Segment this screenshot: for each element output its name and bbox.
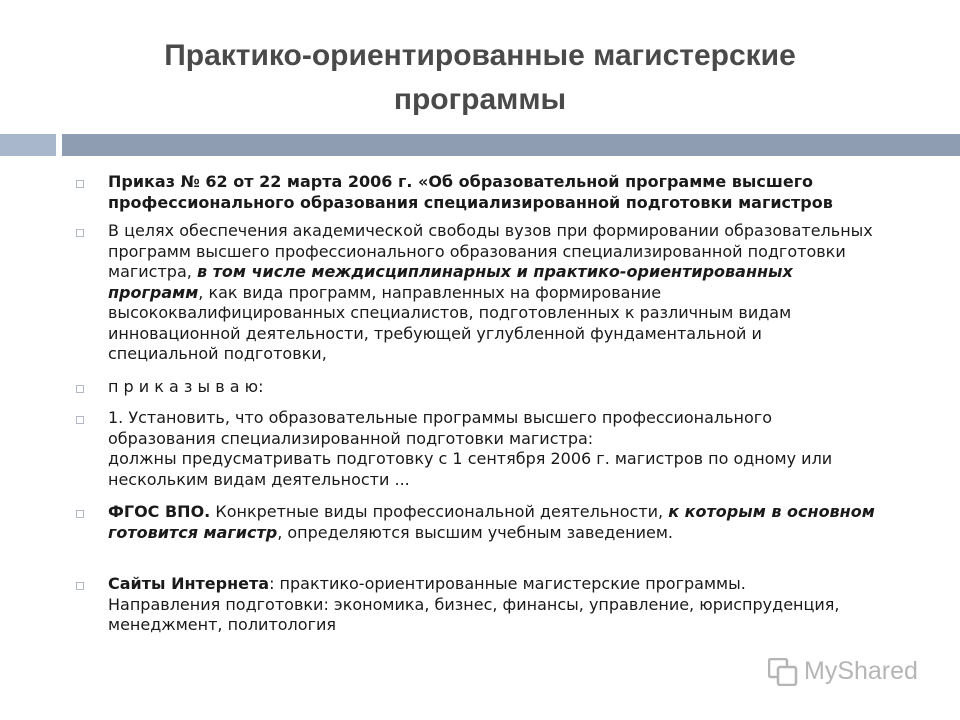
bullet-square-icon [76, 416, 84, 424]
bullet-text: Направления подготовки: экономика, бизнес, финансы, управление, юриспруденция, менеджмент, политология [108, 594, 840, 634]
watermark-text: MyShared [804, 657, 918, 685]
bullet-text: п р и к а з ы в а ю: [108, 376, 264, 396]
slide-title [60, 34, 900, 122]
bullet-text: , определяются высшим учебным заведением. [277, 522, 673, 542]
bullet-square-icon [76, 510, 84, 518]
bullet-text: 1. Установить, что образовательные программы высшего профессионального образования специализированной подготовки магистра: [108, 408, 772, 448]
bullet-bold-text: Сайты Интернета [108, 574, 270, 593]
bullet-fgos [76, 502, 876, 543]
header-bar-right [62, 134, 960, 156]
bullet-order [76, 377, 876, 398]
bullet-bold-text: Приказ № 62 от 22 марта 2006 г. «Об образовательной программе высшего профессионального образования специализированной подготовки магистров [108, 172, 833, 212]
bullet-text: Конкретные виды профессиональной деятельности, [210, 502, 669, 521]
watermark [768, 657, 918, 686]
bullet-emphasis: в том числе междисциплинарных и практико-ориентированных программ [108, 262, 793, 302]
title-line-1: Практико-ориентированные магистерские [164, 39, 796, 72]
bullet-order-62 [76, 172, 876, 213]
bullet-square-icon [76, 180, 84, 188]
bullet-text: : практико-ориентированные магистерские программы. [269, 574, 746, 593]
bullet-square-icon [76, 229, 84, 237]
bullet-purpose [76, 221, 876, 365]
bullet-establish [76, 408, 876, 490]
bullet-square-icon [76, 385, 84, 393]
myshared-logo-icon [768, 658, 798, 686]
title-line-2: программы [393, 83, 567, 116]
bullet-bold-text: ФГОС ВПО. [108, 502, 211, 521]
header-bar-left [0, 134, 56, 156]
bullet-websites [76, 574, 876, 636]
bullet-square-icon [76, 582, 84, 590]
bullet-text: В целях обеспечения академической свободы вузов при формировании образовательных программ высшего профессионального образования специализированной подготовки магистра, [108, 221, 873, 281]
bullet-text: , как вида программ, направленных на формирование высококвалифицированных специалистов, подготовленных к различным видам инновационной деятельности, требующей углубленной фундаментальной и специальной подготовки, [108, 282, 792, 363]
bullet-list [76, 172, 876, 636]
bullet-emphasis: к которым в основном готовится магистр [108, 502, 875, 542]
bullet-text: должны предусматривать подготовку с 1 сентября 2006 г. магистров по одному или нескольким видам деятельности ... [108, 449, 833, 489]
